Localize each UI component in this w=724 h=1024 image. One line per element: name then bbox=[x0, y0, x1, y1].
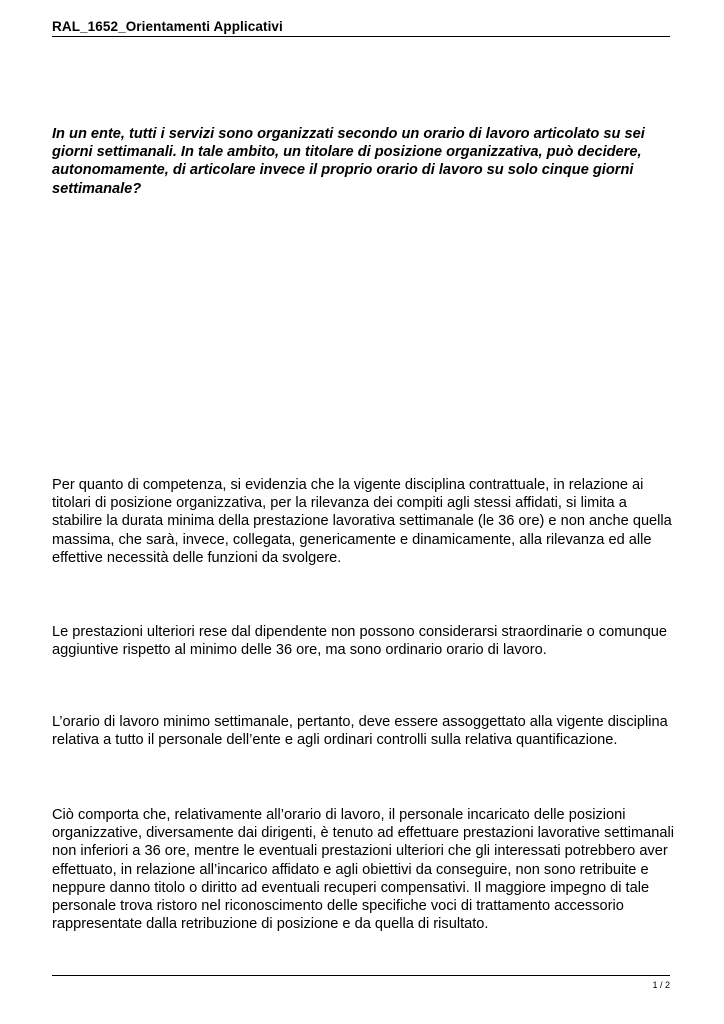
question-text: In un ente, tutti i servizi sono organizzati secondo un orario di lavoro articolato su sei giorni settimanali. In tale ambito, un titolare di posizione organizzativa, può decidere, autonomamente, di articolare invece il proprio orario di lavoro su solo cinque giorni settimanale? bbox=[52, 126, 645, 197]
document-title: RAL_1652_Orientamenti Applicativi bbox=[52, 19, 283, 34]
answer-paragraph-3: L’orario di lavoro minimo settimanale, pertanto, deve essere assoggettato alla vigente disciplina relativa a tutto il personale dell’ente e agli ordinari controlli sulla relativa quantificazione. bbox=[52, 714, 668, 749]
page-header bbox=[52, 18, 670, 37]
answer-paragraph-4: Ciò comporta che, relativamente all’orario di lavoro, il personale incaricato delle posizioni organizzative, diversamente dai dirigenti, è tenuto ad effettuare prestazioni lavorative settimanali non inferiori a 36 ore, mentre le eventuali prestazioni ulteriori che gli interessati potrebbero aver effettuato, in relazione all’incarico affidato e agli obiettivi da conseguire, non sono retribuite e neppure danno titolo o diritto ad eventuali recuperi compensativi. Il maggiore impegno di tale personale trova ristoro nel riconoscimento delle specifiche voci di trattamento accessorio rappresentate dalla retribuzione di posizione e da quella di risultato. bbox=[52, 807, 674, 933]
answer-paragraph-1: Per quanto di competenza, si evidenzia che la vigente disciplina contrattuale, in relazione ai titolari di posizione organizzativa, per la rilevanza dei compiti agli stessi affidati, si limita a stabilire la durata minima della prestazione lavorativa settimanale (le 36 ore) e non anche quella massima, che sarà, invece, collegata, genericamente e dinamicamente, alla rilevanza ed alle effettive necessità delle funzioni da svolgere. bbox=[52, 477, 672, 566]
page-footer bbox=[52, 975, 670, 990]
page-number: 1 / 2 bbox=[652, 980, 670, 990]
answer-paragraph-2: Le prestazioni ulteriori rese dal dipendente non possono considerarsi straordinarie o comunque aggiuntive rispetto al minimo delle 36 ore, ma sono ordinario orario di lavoro. bbox=[52, 624, 667, 659]
